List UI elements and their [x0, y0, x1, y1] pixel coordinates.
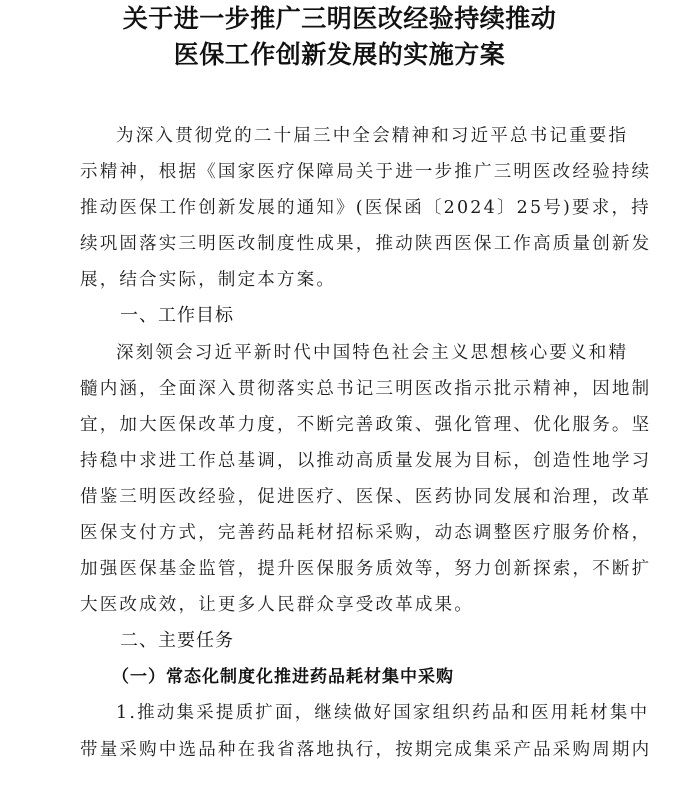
intro-line: 展，结合实际，制定本方案。 — [80, 270, 337, 290]
section-heading-goals: 一、工作目标 — [120, 305, 234, 326]
item1-line: 1.推动集采提质扩面，继续做好国家组织药品和医用耗材集中 — [116, 703, 650, 723]
section1-line: 大医改成效，让更多人民群众享受改革成果。 — [80, 595, 474, 615]
section1-line: 借鉴三明医改经验，促进医疗、医保、医药协同发展和治理，改革 — [80, 487, 652, 507]
intro-line: 续巩固落实三明医改制度性成果，推动陕西医保工作高质量创新发 — [80, 234, 652, 254]
section1-line: 宜，加大医保改革力度，不断完善政策、强化管理、优化服务。坚 — [80, 415, 652, 435]
section1-line: 持稳中求进工作总基调，以推动高质量发展为目标，创造性地学习 — [80, 451, 652, 471]
subsection-heading-procurement: （一）常态化制度化推进药品耗材集中采购 — [112, 667, 454, 687]
intro-line: 推动医保工作创新发展的通知》(医保函〔2024〕25号)要求，持 — [80, 198, 651, 218]
intro-line: 示精神，根据《国家医疗保障局关于进一步推广三明医改经验持续 — [80, 162, 652, 182]
intro-line: 为深入贯彻党的二十届三中全会精神和习近平总书记重要指 — [116, 126, 629, 146]
section1-line: 深刻领会习近平新时代中国特色社会主义思想核心要义和精 — [116, 343, 629, 363]
document-title-line-1: 关于进一步推广三明医改经验持续推动 — [122, 4, 557, 33]
section1-line: 髓内涵，全面深入贯彻落实总书记三明医改指示批示精神，因地制 — [80, 379, 652, 399]
section1-line: 医保支付方式，完善药品耗材招标采购，动态调整医疗服务价格， — [80, 523, 652, 543]
section1-line: 加强医保基金监管，提升医保服务质效等，努力创新探索，不断扩 — [80, 559, 652, 579]
document-title-line-2: 医保工作创新发展的实施方案 — [173, 40, 506, 69]
section-heading-tasks: 二、主要任务 — [120, 630, 234, 651]
item1-line: 带量采购中选品种在我省落地执行，按期完成集采产品采购周期内 — [80, 740, 652, 760]
